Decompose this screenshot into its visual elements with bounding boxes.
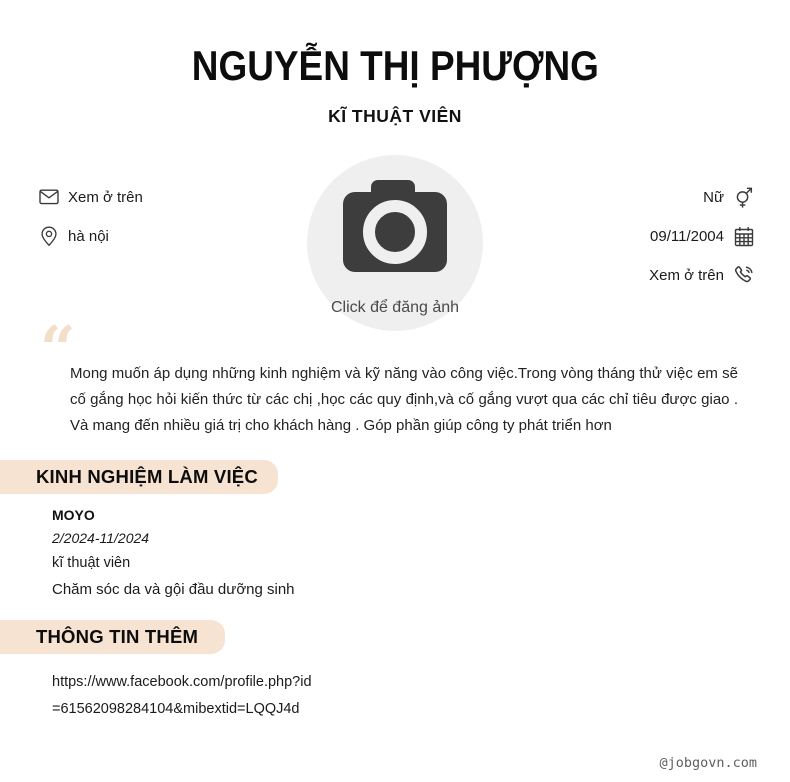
birthday-row: [650, 225, 754, 247]
gender-value: Nữ: [703, 188, 724, 206]
address-value: hà nội: [68, 227, 109, 245]
location-icon: [38, 225, 59, 247]
phone-icon: [733, 264, 754, 286]
section-experience-band: [0, 460, 278, 494]
email-row: [38, 186, 143, 208]
page-title: NGUYỄN THỊ PHƯỢNG: [191, 42, 599, 89]
additional-heading: THÔNG TIN THÊM: [36, 626, 199, 647]
phone-value: Xem ở trên: [649, 266, 724, 284]
phone-row: [649, 264, 754, 286]
facebook-link[interactable]: https://www.facebook.com/profile.php?id=61562098284104&mibextid=LQQJ4d: [52, 674, 312, 717]
address-row: [38, 225, 109, 247]
gender-row: [703, 186, 754, 208]
job-title: KĨ THUẬT VIÊN: [328, 106, 462, 126]
camera-icon: [343, 180, 447, 281]
email-value: Xem ở trên: [68, 188, 143, 206]
calendar-icon: [733, 225, 754, 247]
experience-description: Chăm sóc da và gội đầu dưỡng sinh: [52, 581, 295, 598]
quote-icon: “: [40, 312, 76, 385]
gender-icon: [733, 186, 754, 208]
experience-role: kĩ thuật viên: [52, 555, 131, 571]
watermark: @jobgovn.com: [659, 755, 757, 771]
experience-company: MOYO: [52, 507, 95, 523]
photo-caption: Click để đăng ảnh: [330, 299, 460, 316]
mail-icon: [38, 186, 59, 208]
section-additional-band: [0, 620, 225, 654]
experience-period: 2/2024-11/2024: [52, 530, 150, 546]
birthday-value: 09/11/2004: [650, 227, 724, 245]
experience-heading: KINH NGHIỆM LÀM VIỆC: [36, 466, 258, 487]
objective-text: Mong muốn áp dụng những kinh nghiệm và kỹ năng vào công việc.Trong vòng tháng thử việc em sẽ cố gắng học hỏi kiến thức từ các chị ,học các quy định,và cố gắng vượt qua các chỉ tiêu được giao . Và mang đến nhiều giá trị cho khách hàng . Góp phần giúp công ty phát triển hơn: [70, 365, 738, 434]
photo-upload-area[interactable]: [307, 155, 483, 331]
